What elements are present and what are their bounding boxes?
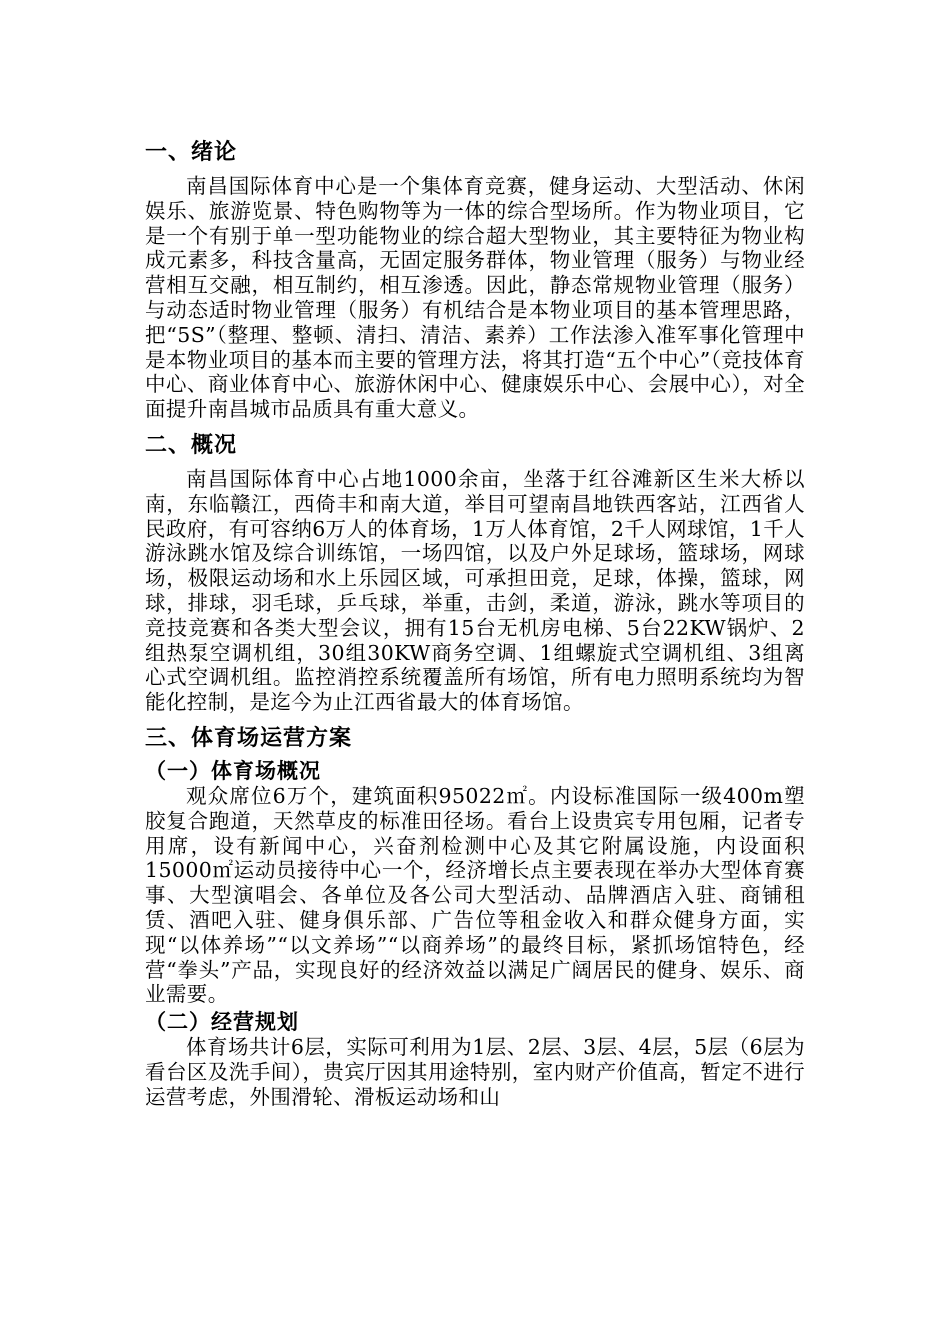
introduction-paragraph: 南昌国际体育中心是一个集体育竞赛，健身运动、大型活动、休闲娱乐、旅游览景、特色购物等为一体的综合型场所。作为物业项目，它是一个有别于单一型功能物业的综合超大型物业，其主要特征为物业构成元素多，科技含量高，无固定服务群体，物业管理（服务）与物业经营相互交融，相互制约，相互渗透。因此，静态常规物业管理（服务）与动态适时物业管理（服务）有机结合是本物业项目的基本管理思路，把“5S”（整理、整顿、清扫、清洁、素养）工作法渗入准军事化管理中是本物业项目的基本而主要的管理方法，将其打造“五个中心”（竞技体育中心、商业体育中心、旅游休闲中心、健康娱乐中心、会展中心），对全面提升南昌城市品质具有重大意义。 [145,174,805,422]
stadium-overview-paragraph: 观众席位6万个，建筑面积95022㎡。内设标准国际一级400m塑胶复合跑道，天然草皮的标准田径场。看台上设贵宾专用包厢，记者专用席，设有新闻中心，兴奋剂检测中心及其它附属设施，内设面积15000㎡运动员接待中心一个，经济增长点主要表现在举办大型体育赛事、大型演唱会、各单位及各公司大型活动、品牌酒店入驻、商铺租赁、酒吧入驻、健身俱乐部、广告位等租金收入和群众健身方面，实现“以体养场”“以文养场”“以商养场”的最终目标，紧抓场馆特色，经营“拳头”产品，实现良好的经济效益以满足广阔居民的健身、娱乐、商业需要。 [145,783,805,1007]
document-page [145,135,805,1110]
section-heading-stadium-operation-plan: 三、体育场运营方案 [145,725,353,751]
section-heading-introduction: 一、绪论 [145,140,238,165]
subsection-heading-operation-planning: （二）经营规划 [145,1010,299,1035]
operation-planning-paragraph: 体育场共计6层，实际可利用为1层、2层、3层、4层，5层（6层为看台区及洗手间），贵宾厅因其用途特别，室内财产价值高，暂定不进行运营考虑，外围滑轮、滑板运动场和山 [145,1035,805,1109]
subsection-heading-stadium-overview: （一）体育场概况 [145,758,321,783]
section-heading-overview: 二、概况 [145,432,238,458]
overview-paragraph: 南昌国际体育中心占地1000余亩，坐落于红谷滩新区生米大桥以南，东临赣江，西倚丰和南大道，举目可望南昌地铁西客站，江西省人民政府，有可容纳6万人的体育场，1万人体育馆，2千人网球馆，1千人游泳跳水馆及综合训练馆，一场四馆，以及户外足球场，篮球场，网球场，极限运动场和水上乐园区域，可承担田竞，足球，体操，篮球，网球，排球，羽毛球，乒乓球，举重，击剑，柔道，游泳，跳水等项目的竞技竞赛和各类大型会议，拥有15台无机房电梯、5台22KW锅炉、2组热泵空调机组，30组30KW商务空调、1组螺旋式空调机组、3组离心式空调机组。监控消控系统覆盖所有场馆，所有电力照明系统均为智能化控制，是迄今为止江西省最大的体育场馆。 [145,466,806,715]
